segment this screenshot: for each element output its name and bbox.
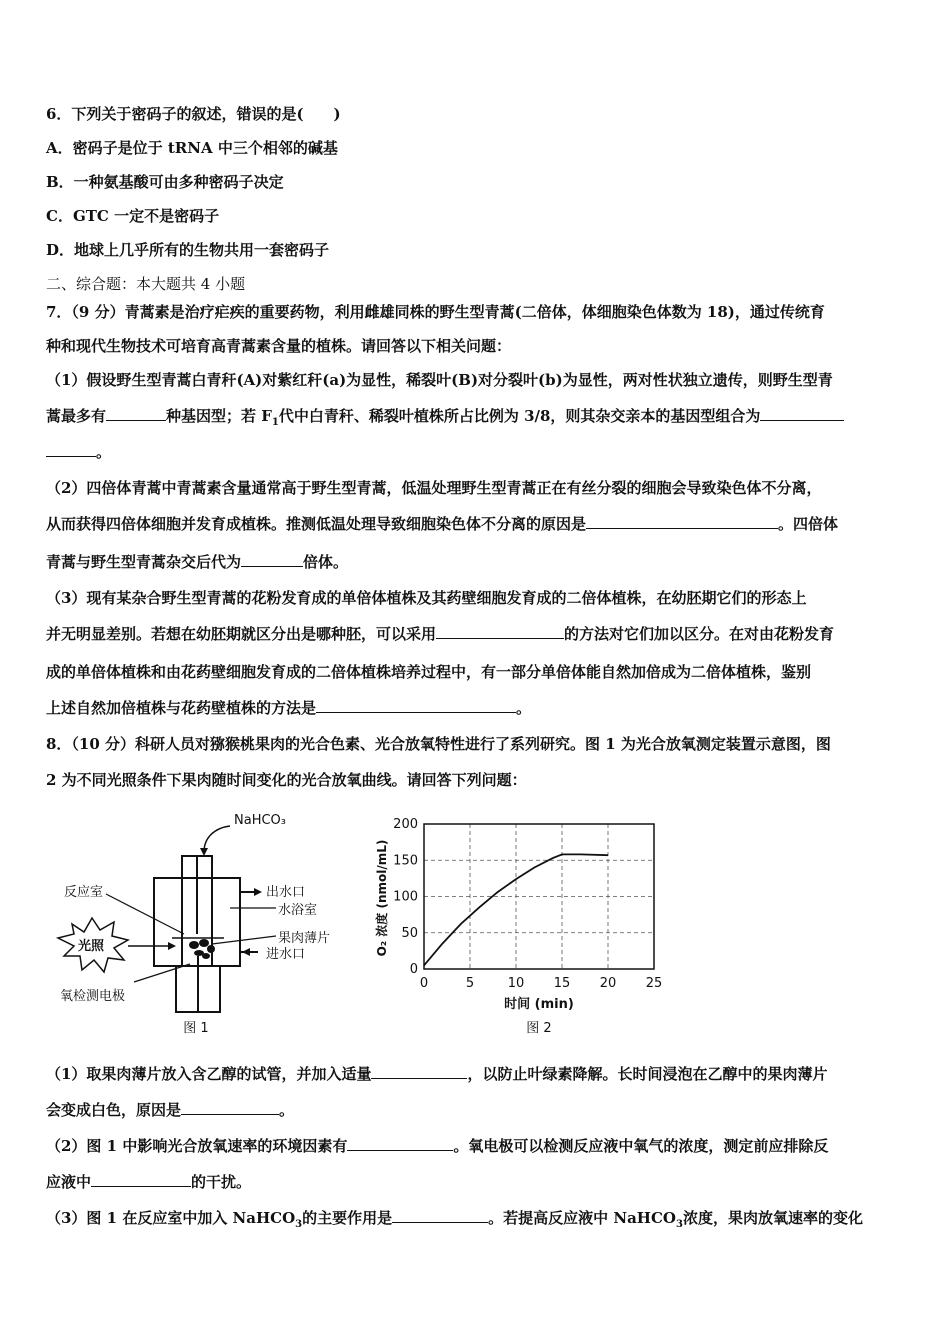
q7-blank-3[interactable] [586,514,778,529]
q7-blank-5[interactable] [436,624,564,639]
figure-2-caption: 图 2 [526,1021,552,1036]
q7-line-4-a: 蒿最多有 [46,407,107,425]
q7-blank-6[interactable] [316,698,516,713]
q8-p1-b: ，以防止叶绿素降解。长时间浸泡在乙醇中的果肉薄片 [467,1065,828,1083]
q7-line-5-text: 。 [96,443,112,461]
q8-blank-2[interactable] [181,1100,279,1115]
q7-line-8 [46,552,348,572]
q7-line-7-b: 。四倍体 [778,515,839,533]
q8-blank-5[interactable] [392,1208,488,1223]
q8-line-2: 2 为不同光照条件下果肉随时间变化的光合放氧曲线。请回答下列问题： [46,771,527,789]
q7-line-9: （3）现有某杂合野生型青蒿的花粉发育成的单倍体植株及其药壁细胞发育成的二倍体植株，在幼胚期它们的形态上 [46,589,807,607]
x-tick-label: 15 [553,976,571,991]
q7-line-12-a: 上述自然加倍植株与花药壁植株的方法是 [46,699,317,717]
q8-p3-b: 。氧电极可以检测反应液中氧气的浓度，测定前应排除反 [453,1137,829,1155]
label-reaction-room: 反应室 [64,885,104,900]
q8-p5-b: 的主要作用是 [302,1209,393,1227]
q7-blank-2-cont[interactable] [46,442,96,457]
q8-p5-sub2: 3 [675,1219,683,1230]
q7-line-8-b: 倍体。 [303,553,349,571]
q7-line-4-sub: 1 [271,417,279,428]
q6-option-d: D．地球上几乎所有的生物共用一套密码子 [46,241,330,259]
q6-stem: 6．下列关于密码子的叙述，错误的是( ) [46,105,341,123]
q6-option-a: A．密码子是位于 tRNA 中三个相邻的碱基 [46,139,338,157]
q8-p4-a: 应液中 [46,1173,92,1191]
q7-line-4 [46,406,844,433]
q7-line-10-a: 并无明显差别。若想在幼胚期就区分出是哪种胚，可以采用 [46,625,437,643]
q7-line-2: 种和现代生物技术可培育高青蒿素含量的植株。请回答以下相关问题： [46,337,512,355]
q8-blank-4[interactable] [91,1172,191,1187]
q8-p2-a: 会变成白色，原因是 [46,1101,182,1119]
label-outlet: 出水口 [266,885,306,900]
inlet-arrowhead [242,948,250,956]
label-light: 光照 [78,939,105,954]
chart-xlabel: 时间 (min) [504,997,574,1012]
q7-line-4-c: 代中白青秆、稀裂叶植株所占比例为 3/8，则其杂交亲本的基因型组合为 [278,407,761,425]
q7-blank-2[interactable] [760,406,844,421]
q8-p3-a: （2）图 1 中影响光合放氧速率的环境因素有 [46,1137,348,1155]
q6-option-c: C．GTC 一定不是密码子 [46,207,220,225]
q8-p2-b: 。 [279,1101,295,1119]
y-tick-label: 100 [393,889,418,905]
q7-line-4-b: 种基因型；若 F [166,407,272,425]
q8-line-3 [46,1064,827,1084]
q8-p1-a: （1）取果肉薄片放入含乙醇的试管，并加入适量 [46,1065,372,1083]
q8-line-5 [46,1136,828,1156]
q7-line-12 [46,698,531,718]
y-tick-label: 0 [409,962,418,977]
q8-blank-1[interactable] [371,1064,467,1079]
x-tick-label: 20 [599,976,617,991]
y-tick-label: 50 [401,925,418,941]
q8-p5-a: （3）图 1 在反应室中加入 NaHCO [46,1209,296,1227]
q7-line-8-a: 青蒿与野生型青蒿杂交后代为 [46,553,242,571]
chart-ticks [393,817,662,991]
q8-p5-d: 浓度，果肉放氧速率的变化 [682,1209,863,1227]
q7-line-6: （2）四倍体青蒿中青蒿素含量通常高于野生型青蒿，低温处理野生型青蒿正在有丝分裂的细胞会导致染色体不分离， [46,479,822,497]
light-arrowhead [168,942,176,950]
q7-line-7 [46,514,838,534]
chart-ylabel: O₂ 浓度 (nmol/mL) [375,839,389,957]
q8-line-4 [46,1100,294,1120]
q7-line-11: 成的单倍体植株和由花药壁细胞发育成的二倍体植株培养过程中，有一部分单倍体能自然加倍成为二倍体植株，鉴别 [46,663,812,681]
q7-line-10 [46,624,834,644]
q8-p4-b: 的干扰。 [191,1173,252,1191]
q7-line-7-a: 从而获得四倍体细胞并发育成植株。推测低温处理导致细胞染色体不分离的原因是 [46,515,587,533]
q7-blank-4[interactable] [241,552,303,567]
x-tick-label: 10 [507,976,525,991]
q8-p5-sub: 3 [295,1219,303,1230]
section-heading: 二、综合题：本大题共 4 小题 [46,275,246,293]
q7-line-12-b: 。 [516,699,532,717]
label-water-bath: 水浴室 [278,903,318,918]
q7-blank-1[interactable] [106,406,166,421]
q7-line-5 [46,442,111,462]
q8-line-6 [46,1172,251,1192]
label-inlet: 进水口 [266,947,306,962]
x-tick-label: 0 [419,976,429,991]
q7-line-3: （1）假设野生型青蒿白青秆(A)对紫红秆(a)为显性，稀裂叶(B)对分裂叶(b)为显性，两对性状独立遗传，则野生型青 [46,371,833,389]
q7-line-10-b: 的方法对它们加以区分。在对由花粉发育 [564,625,835,643]
pulp-pointer [212,936,276,944]
y-tick-label: 150 [393,853,418,869]
q8-p5-c: 。若提高反应液中 NaHCO [488,1209,676,1227]
q8-blank-3[interactable] [347,1136,453,1151]
q7-line-1: 7．（9 分）青蒿素是治疗疟疾的重要药物，利用雌雄同株的野生型青蒿(二倍体，体细胞染色体数为 18)，通过传统育 [46,303,825,321]
y-tick-label: 200 [393,817,418,832]
label-nahco3: NaHCO₃ [234,813,286,828]
label-electrode: 氧检测电极 [60,989,126,1004]
q8-line-1: 8．（10 分）科研人员对猕猴桃果肉的光合色素、光合放氧特性进行了系列研究。图 1 为光合放氧测定装置示意图，图 [46,735,831,753]
figure-1-apparatus [44,806,344,1038]
x-tick-label: 25 [645,976,663,991]
chart-grid [424,824,654,969]
nahco3-arrowhead [200,848,208,856]
q6-option-b: B．一种氨基酸可由多种密码子决定 [46,173,284,191]
label-pulp: 果肉薄片 [278,931,331,946]
reaction-room-pointer [106,894,184,934]
q8-line-7 [46,1208,863,1235]
figure-1-caption: 图 1 [183,1021,209,1036]
outlet-arrowhead [254,888,262,896]
x-tick-label: 5 [465,976,475,991]
figure-2-chart [352,814,672,1038]
